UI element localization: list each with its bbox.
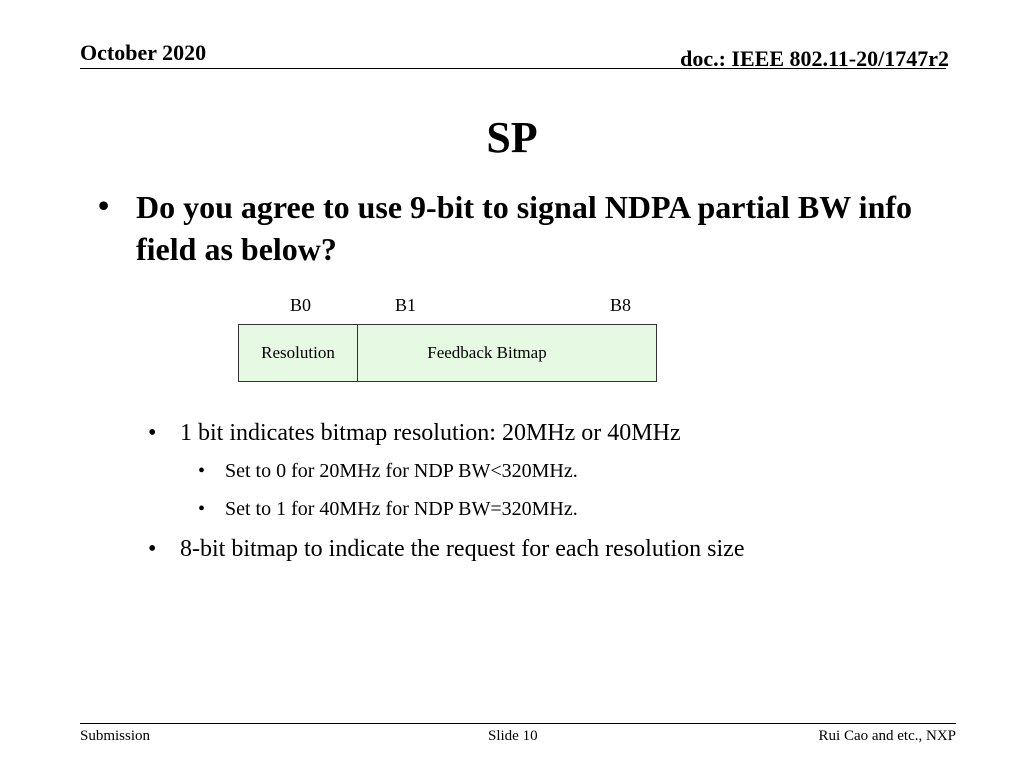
slide-title: SP — [486, 113, 538, 162]
bit-label-b0: B0 — [290, 295, 312, 315]
footer-divider — [80, 723, 956, 724]
list-item-text: 8-bit bitmap to indicate the request for each resolution size — [180, 536, 745, 562]
bullet-dot-icon: • — [198, 460, 206, 482]
sub-list-item-text: Set to 0 for 20MHz for NDP BW<320MHz. — [225, 460, 578, 482]
footer-author: Rui Cao and etc., NXP — [818, 728, 956, 744]
list-item-text: 1 bit indicates bitmap resolution: 20MHz or 40MHz — [180, 420, 681, 446]
question-bullet: • — [98, 187, 110, 223]
bullet-dot-icon: • — [148, 420, 157, 446]
bullet-dot-icon: • — [148, 536, 157, 562]
field-diagram — [238, 324, 657, 382]
footer-slide-number: Slide 10 — [488, 728, 538, 744]
header-doc-id: doc.: IEEE 802.11-20/1747r2 — [680, 46, 949, 71]
feedback-bitmap-cell: Feedback Bitmap — [427, 343, 547, 362]
resolution-cell: Resolution — [239, 325, 358, 381]
question-text: Do you agree to use 9-bit to signal NDPA partial BW info field as below? — [136, 189, 913, 267]
header-date: October 2020 — [80, 40, 207, 65]
header-divider — [80, 68, 946, 69]
bit-label-b1: B1 — [395, 295, 417, 315]
sub-list-item-text: Set to 1 for 40MHz for NDP BW=320MHz. — [225, 498, 578, 520]
bullet-dot-icon: • — [198, 498, 206, 520]
footer-submission: Submission — [80, 728, 151, 744]
bit-label-b8: B8 — [610, 295, 632, 315]
